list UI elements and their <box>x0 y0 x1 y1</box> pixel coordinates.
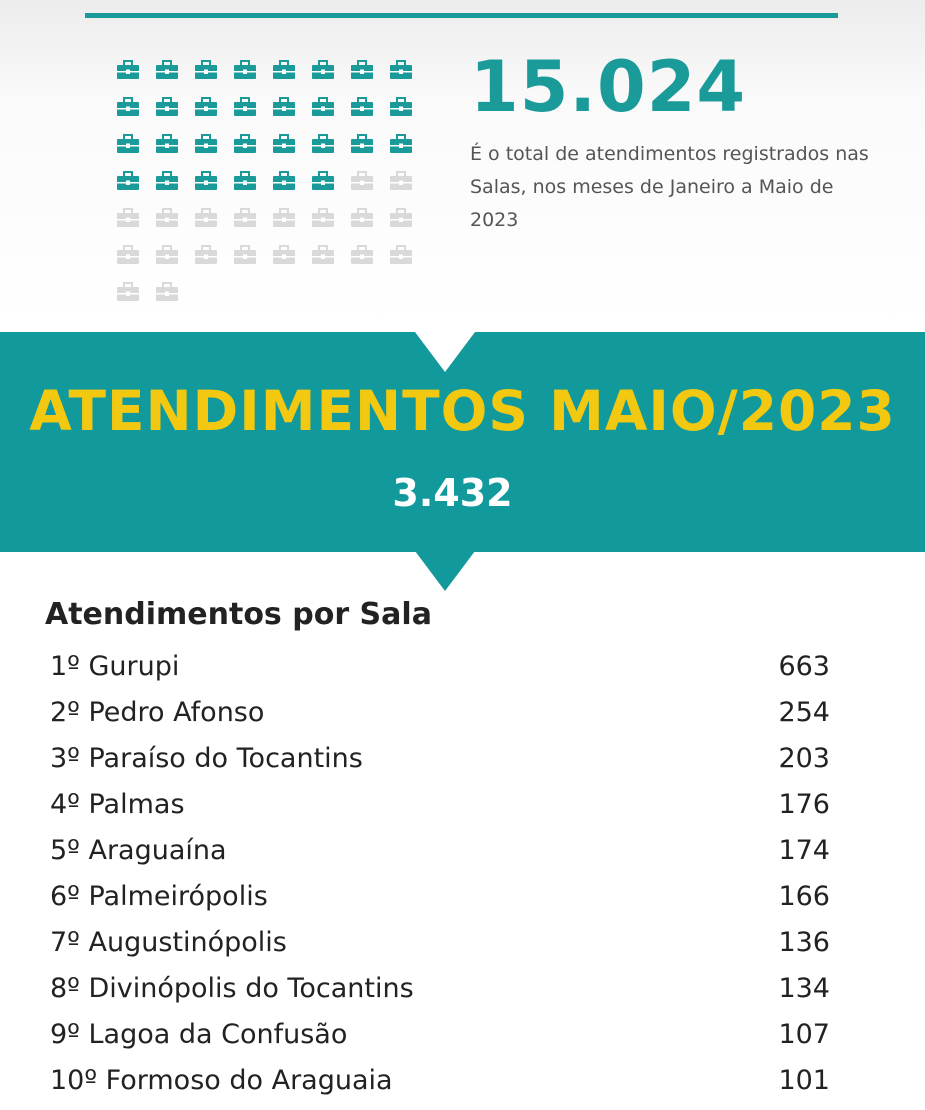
ranking-value: 174 <box>778 834 830 866</box>
total-description: É o total de atendimentos registrados nas Salas, nos meses de Janeiro a Maio de 2023 <box>470 143 869 231</box>
ranking-row <box>50 919 830 965</box>
briefcase-icon-grid <box>116 60 428 319</box>
briefcase-icon <box>233 245 257 265</box>
ranking-value: 254 <box>778 696 830 728</box>
ranking-label: 10º Formoso do Araguaia <box>50 1064 393 1096</box>
briefcase-icon <box>194 97 218 117</box>
ranking-label: 2º Pedro Afonso <box>50 696 265 728</box>
briefcase-icon <box>311 208 335 228</box>
ranking-label: 5º Araguaína <box>50 834 227 866</box>
briefcase-icon <box>194 134 218 154</box>
briefcase-icon <box>389 134 413 154</box>
briefcase-icon <box>233 60 257 80</box>
ranking-row <box>50 781 830 827</box>
briefcase-icon <box>272 171 296 191</box>
briefcase-icon <box>272 60 296 80</box>
briefcase-icon <box>155 282 179 302</box>
briefcase-icon <box>194 208 218 228</box>
briefcase-icon <box>116 60 140 80</box>
ranking-row <box>50 965 830 1011</box>
ranking-value: 107 <box>778 1018 830 1050</box>
briefcase-icon <box>272 134 296 154</box>
ranking-list <box>50 643 830 1103</box>
briefcase-icon <box>389 60 413 80</box>
ranking-row <box>50 827 830 873</box>
briefcase-icon <box>233 171 257 191</box>
briefcase-icon <box>272 208 296 228</box>
briefcase-icon <box>194 60 218 80</box>
briefcase-icon <box>233 208 257 228</box>
briefcase-icon <box>272 97 296 117</box>
banner-title: ATENDIMENTOS MAIO/2023 <box>29 379 896 443</box>
briefcase-icon <box>311 134 335 154</box>
ranking-value: 176 <box>778 788 830 820</box>
ranking-label: 1º Gurupi <box>50 650 180 682</box>
ranking-row <box>50 1011 830 1057</box>
ranking-label: 9º Lagoa da Confusão <box>50 1018 348 1050</box>
briefcase-icon <box>155 245 179 265</box>
briefcase-icon <box>155 97 179 117</box>
briefcase-icon <box>311 171 335 191</box>
briefcase-icon <box>233 134 257 154</box>
ranking-label: 8º Divinópolis do Tocantins <box>50 972 414 1004</box>
ranking-value: 203 <box>778 742 830 774</box>
briefcase-icon <box>155 171 179 191</box>
ranking-value: 166 <box>778 880 830 912</box>
briefcase-icon <box>350 245 374 265</box>
ranking-row <box>50 873 830 919</box>
ranking-row <box>50 689 830 735</box>
briefcase-icon <box>350 208 374 228</box>
briefcase-icon <box>350 134 374 154</box>
ranking-value: 134 <box>778 972 830 1004</box>
briefcase-icon <box>350 97 374 117</box>
briefcase-icon <box>116 134 140 154</box>
briefcase-icon <box>116 97 140 117</box>
ranking-row <box>50 735 830 781</box>
briefcase-icon <box>389 171 413 191</box>
ranking-label: 3º Paraíso do Tocantins <box>50 742 363 774</box>
briefcase-icon <box>389 97 413 117</box>
briefcase-icon <box>233 97 257 117</box>
briefcase-icon <box>272 245 296 265</box>
briefcase-icon <box>155 208 179 228</box>
briefcase-icon <box>311 97 335 117</box>
top-divider <box>85 13 838 18</box>
banner-value: 3.432 <box>392 471 513 515</box>
briefcase-icon <box>311 60 335 80</box>
briefcase-icon <box>389 245 413 265</box>
briefcase-icon <box>116 208 140 228</box>
briefcase-icon <box>311 245 335 265</box>
briefcase-icon <box>116 171 140 191</box>
ranking-row <box>50 643 830 689</box>
ranking-label: 4º Palmas <box>50 788 185 820</box>
total-count: 15.024 <box>470 46 747 128</box>
briefcase-icon <box>389 208 413 228</box>
banner-notch-top <box>415 332 475 372</box>
briefcase-icon <box>155 60 179 80</box>
briefcase-icon <box>350 171 374 191</box>
briefcase-icon <box>350 60 374 80</box>
briefcase-icon <box>155 134 179 154</box>
ranking-value: 136 <box>778 926 830 958</box>
briefcase-icon <box>194 171 218 191</box>
ranking-label: 6º Palmeirópolis <box>50 880 268 912</box>
ranking-value: 101 <box>778 1064 830 1096</box>
briefcase-icon <box>116 282 140 302</box>
ranking-title: Atendimentos por Sala <box>45 597 432 632</box>
ranking-label: 7º Augustinópolis <box>50 926 287 958</box>
banner-notch-bottom <box>415 551 475 591</box>
briefcase-icon <box>116 245 140 265</box>
ranking-row <box>50 1057 830 1103</box>
briefcase-icon <box>194 245 218 265</box>
ranking-value: 663 <box>778 650 830 682</box>
